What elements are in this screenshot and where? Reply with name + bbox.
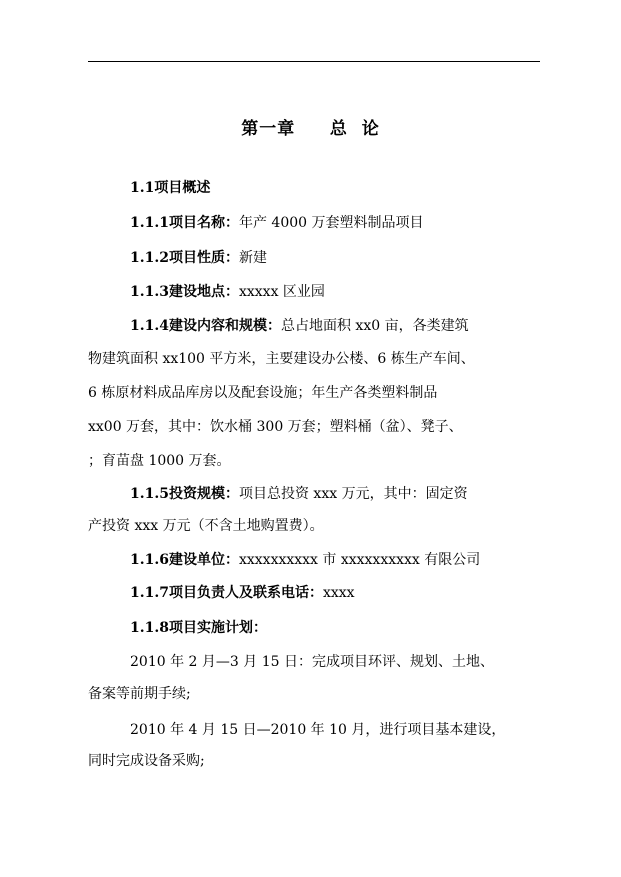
item-label: 建设内容和规模： bbox=[168, 318, 281, 334]
paragraph-line: 备案等前期手续; bbox=[88, 686, 191, 702]
item-number: 1.1.7 bbox=[130, 585, 169, 601]
item-text: xxxx bbox=[322, 585, 355, 601]
item-label: 项目性质： bbox=[168, 250, 239, 266]
item-text: 总占地面积 xx0 亩，各类建筑 bbox=[280, 318, 469, 334]
paragraph-line: 同时完成设备采购; bbox=[88, 753, 205, 769]
item-text: xxxxxxxxxx 市 xxxxxxxxxx 有限公司 bbox=[238, 552, 481, 568]
item-number: 1.1.4 bbox=[130, 318, 169, 334]
paragraph-line: 产投资 xxx 万元（不含土地购置费）。 bbox=[88, 518, 324, 534]
paragraph-line: 2010 年 4 月 15 日—2010 年 10 月，进行项目基本建设， bbox=[130, 722, 506, 738]
section-heading-text: 1.1项目概述 bbox=[130, 180, 211, 196]
paragraph-line: 6 栋原材料成品库房以及配套设施；年生产各类塑料制品 bbox=[88, 385, 438, 401]
item-implementation-plan bbox=[130, 618, 267, 638]
item-construction-scale bbox=[130, 316, 469, 336]
item-number: 1.1.2 bbox=[130, 250, 169, 266]
item-label: 项目实施计划： bbox=[168, 620, 267, 636]
item-text: 新建 bbox=[238, 250, 267, 266]
section-heading bbox=[130, 178, 210, 198]
item-number: 1.1.5 bbox=[130, 486, 169, 502]
item-text: xxxxx 区业园 bbox=[238, 284, 325, 300]
item-contact bbox=[130, 583, 355, 603]
item-construction-unit bbox=[130, 550, 480, 570]
paragraph-line: ；育苗盘 1000 万套。 bbox=[88, 453, 231, 469]
item-project-nature bbox=[130, 248, 267, 268]
item-text: 项目总投资 xxx 万元，其中：固定资 bbox=[238, 486, 468, 502]
item-project-name bbox=[130, 213, 424, 233]
paragraph-line: xx00 万套，其中：饮水桶 300 万套；塑料桶（盆）、凳子、 bbox=[88, 419, 463, 435]
item-label: 项目负责人及联系电话： bbox=[168, 585, 323, 601]
item-text: 年产 4000 万套塑料制品项目 bbox=[238, 215, 424, 231]
chapter-title: 第一章 总 论 bbox=[241, 119, 380, 139]
item-investment bbox=[130, 484, 468, 504]
item-number: 1.1.3 bbox=[130, 284, 169, 300]
header-rule bbox=[88, 61, 540, 62]
item-number: 1.1.8 bbox=[130, 620, 169, 636]
item-label: 建设单位： bbox=[168, 552, 239, 568]
item-location bbox=[130, 282, 325, 302]
item-number: 1.1.6 bbox=[130, 552, 169, 568]
item-label: 项目名称： bbox=[168, 215, 239, 231]
item-number: 1.1.1 bbox=[130, 215, 169, 231]
item-label: 投资规模： bbox=[168, 486, 239, 502]
paragraph-line: 物建筑面积 xx100 平方米，主要建设办公楼、6 栋生产车间、 bbox=[88, 351, 475, 367]
paragraph-line: 2010 年 2 月—3 月 15 日：完成项目环评、规划、土地、 bbox=[130, 654, 494, 670]
item-label: 建设地点： bbox=[168, 284, 239, 300]
